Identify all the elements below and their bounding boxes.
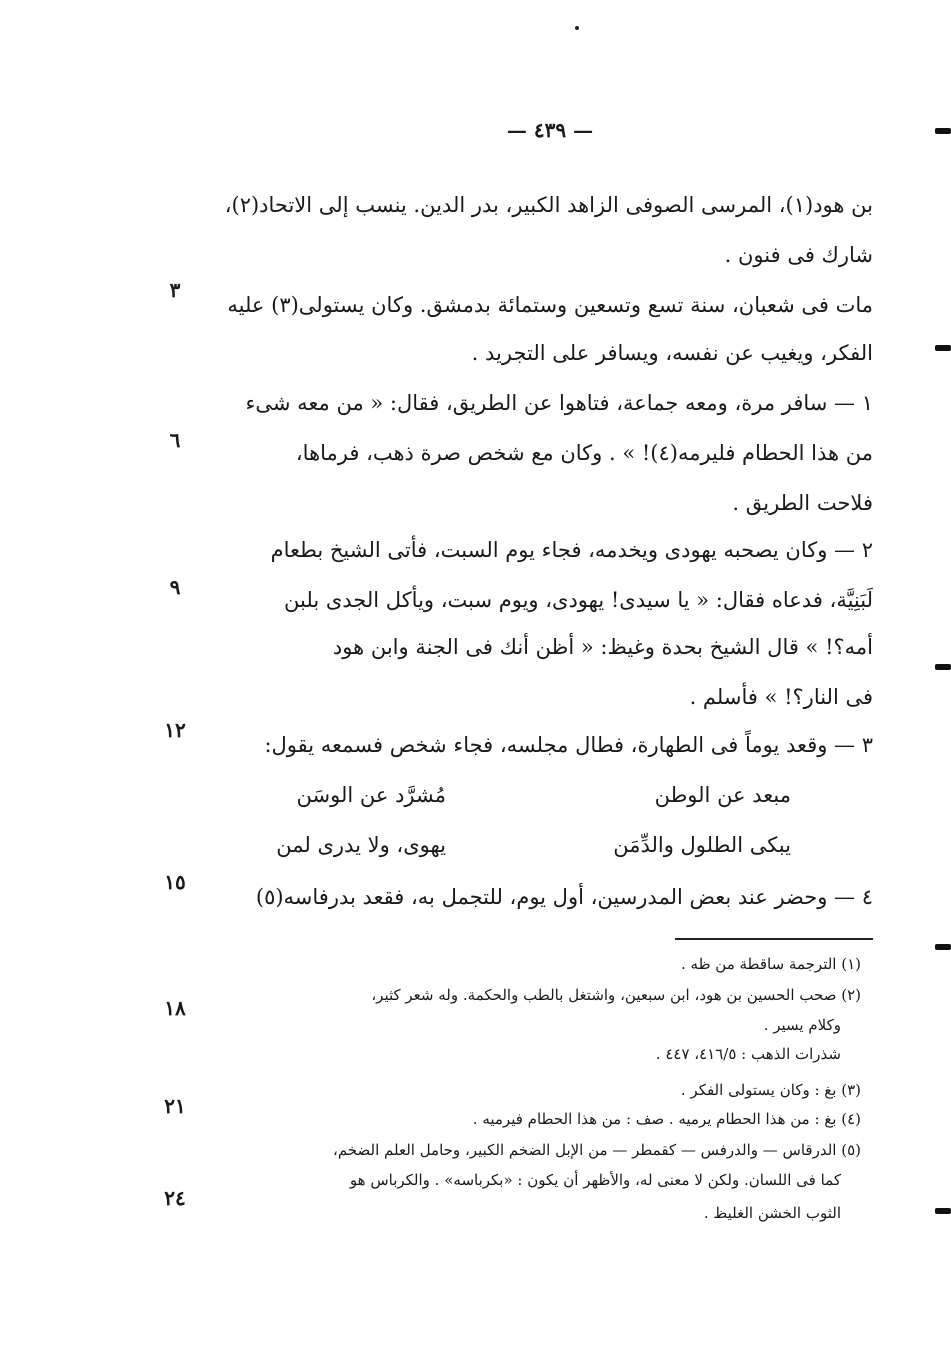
line-number: ٢٤ [164,1186,186,1210]
verse-hemistich-right: يبكى الطلول والدِّمَن [613,833,791,857]
body-line: بن هود(١)، المرسى الصوفى الزاهد الكبير، بدر الدين. ينسب إلى الاتحاد(٢)، [224,193,873,217]
scan-edge-mark [935,664,951,670]
line-number: ٢١ [164,1094,186,1118]
body-line: الفكر، ويغيب عن نفسه، ويسافر على التجريد . [471,341,873,365]
footnote-line: (٥) الدرقاس — والدرفس — كقمطر — من الإبل الضخم الكبير، وحامل العلم الضخم، [332,1141,861,1159]
body-line: فلاحت الطريق . [732,491,873,515]
footnote-line: وكلام يسير . [763,1016,841,1034]
footnote-line: (١) الترجمة ساقطة من ظه . [681,955,861,973]
footnote-separator-rule [675,938,873,940]
line-number: ١٥ [164,870,186,894]
verse-hemistich-left: يهوى، ولا يدرى لمن [276,833,446,857]
footnote-line: الثوب الخشن الغليظ . [703,1204,841,1222]
body-line: مات فى شعبان، سنة تسع وتسعين وستمائة بدمشق. وكان يستولى(٣) عليه [227,293,873,317]
line-number: ٦ [169,428,181,452]
body-line: أمه؟! » قال الشيخ بحدة وغيظ: « أظن أنك فى الجنة وابن هود [332,635,873,659]
verse-hemistich-left: مُشرَّد عن الوسَن [296,783,446,807]
line-number: ٣ [169,278,181,302]
body-line: لَبَنِيَّة، فدعاه فقال: « يا سيدى! يهودى، ويوم سبت، ويأكل الجدى بلبن [284,588,873,612]
body-line: ٢ — وكان يصحبه يهودى ويخدمه، فجاء يوم السبت، فأتى الشيخ بطعام [270,538,873,562]
scan-edge-mark [935,1208,951,1214]
footnote-line: (٢) صحب الحسين بن هود، ابن سبعين، واشتغل بالطب والحكمة. وله شعر كثير، [371,986,861,1004]
footnote-line: شذرات الذهب : ٤١٦/٥، ٤٤٧ . [655,1045,841,1063]
footnote-line: (٤) بغ : من هذا الحطام يرميه . صف : من هذا الحطام فيرميه . [472,1110,861,1128]
body-line: شارك فى فنون . [724,243,873,267]
line-number: ١٢ [164,718,186,742]
scan-edge-mark [935,944,951,950]
footnote-line: كما فى اللسان. ولكن لا معنى له، والأظهر أن يكون : «بكرباسه» . والكرباس هو [349,1171,841,1189]
footnote-line: (٣) بغ : وكان يستولى الفكر . [680,1081,861,1099]
body-line: من هذا الحطام فليرمه(٤)! » . وكان مع شخص صرة ذهب، فرماها، [295,441,873,465]
body-line: ٣ — وقعد يوماً فى الطهارة، فطال مجلسه، فجاء شخص فسمعه يقول: [264,733,873,757]
scan-edge-mark [935,128,951,134]
page-number: — ٤٣٩ — [506,118,594,142]
line-number: ٩ [169,575,181,599]
body-line: ٤ — وحضر عند بعض المدرسين، أول يوم، للتجمل به، فقعد بدرفاسه(٥) [255,885,873,909]
verse-hemistich-right: مبعد عن الوطن [654,783,791,807]
line-number: ١٨ [164,996,186,1020]
body-line: ١ — سافر مرة، ومعه جماعة، فتاهوا عن الطريق، فقال: « من معه شىء [245,391,873,415]
body-line: فى النار؟! » فأسلم . [689,685,873,709]
top-dot-mark [575,26,579,30]
scan-edge-mark [935,345,951,351]
